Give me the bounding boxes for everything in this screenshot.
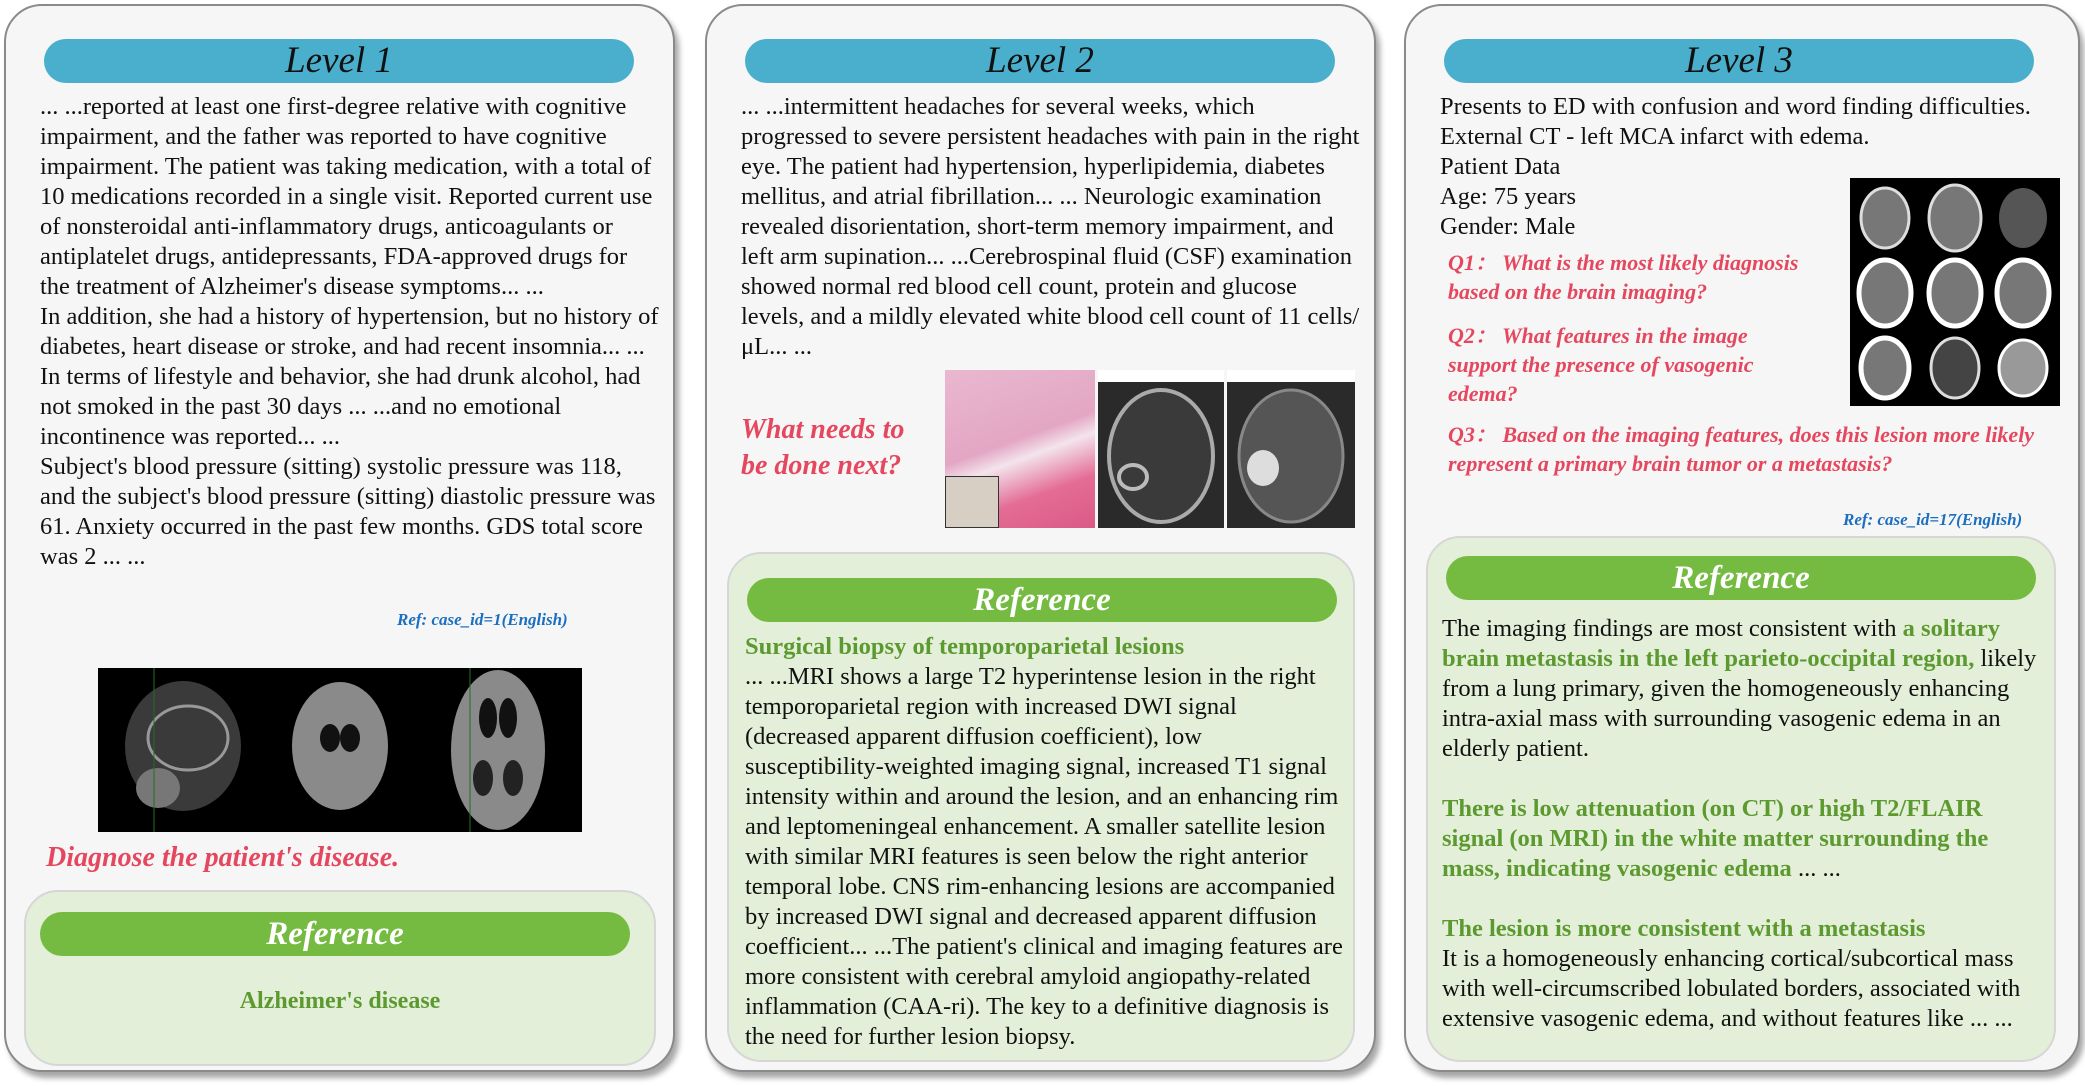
mri-brain-slices-image [98, 668, 582, 832]
reference-text [745, 632, 1345, 1052]
brain-mri-illustration [98, 668, 582, 832]
level-2-question: What needs to be done next? [741, 414, 905, 481]
highlight-text: a solitary brain metastasis in the left parieto-occipital region, [1442, 615, 2000, 672]
case-line: Presents to ED with confusion and word finding difficulties. [1440, 93, 2031, 120]
reference-paragraph-2 [1442, 794, 2042, 884]
level-3-question-2: Q2： What features in the image support the presence of vasogenic edema? [1448, 323, 1754, 406]
case-paragraph: Subject's blood pressure (sitting) systolic pressure was 118, and the subject's blood pressure (sitting) diastolic pressure was 61. Anxiety occurred in the past few months. GDS total score was 2 ... ... [40, 453, 656, 570]
case-ref-link[interactable]: Ref: case_id=1(English) [397, 610, 568, 629]
reference-title: Reference [747, 578, 1337, 622]
level-2-case-text: ... ...intermittent headaches for several weeks, which progressed to severe persistent headaches with pain in the right eye. The patient had hypertension, hyperlipidemia, diabetes mellitus, and atrial fibrillation... ... Neurologic examination revealed disorientation, short-term memory impairment, and left arm supination... ...Cerebrospinal fluid (CSF) examination showed normal red blood cell count, protein and glucose levels, and a mildly elevated white blood cell count of 11 cells/μL... ... [741, 93, 1360, 360]
reference-paragraph-3-heading: The lesion is more consistent with a metastasis [1442, 915, 1926, 942]
plain-text: likely from a lung primary, given the homogeneously enhancing intra-axial mass with surrounding vasogenic edema in an elderly patient. [1442, 645, 2037, 762]
case-line: Patient Data [1440, 153, 1561, 180]
level-3-card [1404, 4, 2080, 1072]
reference-title: Reference [40, 912, 630, 956]
ct-mri-grid-image [1850, 178, 2060, 406]
histology-inset [945, 476, 999, 528]
level-2-reference-box [727, 552, 1355, 1062]
case-line: External CT - left MCA infarct with edema. [1440, 123, 1870, 150]
case-line: Gender: Male [1440, 213, 1576, 240]
reference-text [1442, 614, 2042, 1034]
mri-flair-image [1227, 370, 1355, 528]
level-3-reference-box [1426, 536, 2056, 1062]
reference-paragraph-1 [1442, 614, 2042, 764]
level-3-title: Level 3 [1444, 39, 2034, 83]
case-paragraph: ... ...reported at least one first-degree relative with cognitive impairment, and the father was reported to have cognitive impairment. The patient was taking medication, with a total of 10 medications recorded in a single visit. Reported current use of nonsteroidal anti-inflammatory drugs, anticoagulants or antiplatelet drugs, antidepressants, FDA-approved drugs for the treatment of Alzheimer's disease symptoms... ... [40, 93, 653, 300]
plain-text: ... ... [1791, 855, 1841, 882]
reference-answer: Alzheimer's disease [239, 988, 441, 1014]
mri-t1-image [1098, 370, 1224, 528]
reference-heading: Surgical biopsy of temporoparietal lesions [745, 633, 1185, 660]
mri-flair-illustration [1227, 382, 1355, 528]
highlight-text: There is low attenuation (on CT) or high T2/FLAIR signal (on MRI) in the white matter surrounding the mass, indicating vasogenic edema [1442, 795, 1989, 882]
level-1-title: Level 1 [44, 39, 634, 83]
ct-grid-illustration [1850, 178, 2060, 406]
case-ref-link[interactable]: Ref: case_id=17(English) [1843, 510, 2023, 529]
level-1-reference-box [24, 890, 656, 1066]
reference-paragraph-3-body: It is a homogeneously enhancing cortical/subcortical mass with well-circumscribed lobulated borders, associated with extensive vasogenic edema, and without features like ... ... [1442, 945, 2021, 1032]
histology-image [945, 370, 1095, 528]
case-line: Age: 75 years [1440, 183, 1577, 210]
level-2-card [705, 4, 1376, 1072]
level-1-card [4, 4, 675, 1072]
level-2-title: Level 2 [745, 39, 1335, 83]
reference-body: ... ...MRI shows a large T2 hyperintense lesion in the right temporoparietal region with increased DWI signal (decreased apparent diffusion coefficient), low susceptibility-weighted imaging signal, increased T1 signal intensity within and around the lesion, and an enhancing rim and leptomeningeal enhancement. A smaller satellite lesion with similar MRI features is seen below the right anterior temporal lobe. CNS rim-enhancing lesions are accompanied by increased DWI signal and decreased apparent diffusion coefficient... ...The patient's clinical and imaging features are more consistent with cerebral amyloid angiopathy-related inflammation (CAA-ri). The key to a definitive diagnosis is the need for further lesion biopsy. [745, 663, 1343, 1050]
reference-title: Reference [1446, 556, 2036, 600]
case-paragraph: In addition, she had a history of hypertension, but no history of diabetes, heart disease or stroke, and had recent insomnia... ... [40, 303, 659, 360]
level-1-question: Diagnose the patient's disease. [46, 842, 400, 873]
level-3-question-1: Q1： What is the most likely diagnosis based on the brain imaging? [1448, 250, 1799, 304]
plain-text: The imaging findings are most consistent with [1442, 615, 1903, 642]
level-3-question-3: Q3： Based on the imaging features, does this lesion more likely represent a primary brain tumor or a metastasis? [1448, 422, 2035, 476]
case-paragraph: In terms of lifestyle and behavior, she had drunk alcohol, had not smoked in the past 30 days ... ...and no emotional incontinence was reported... ... [40, 363, 641, 450]
mri-t1-illustration [1098, 382, 1224, 528]
level-1-case-text [40, 92, 660, 572]
